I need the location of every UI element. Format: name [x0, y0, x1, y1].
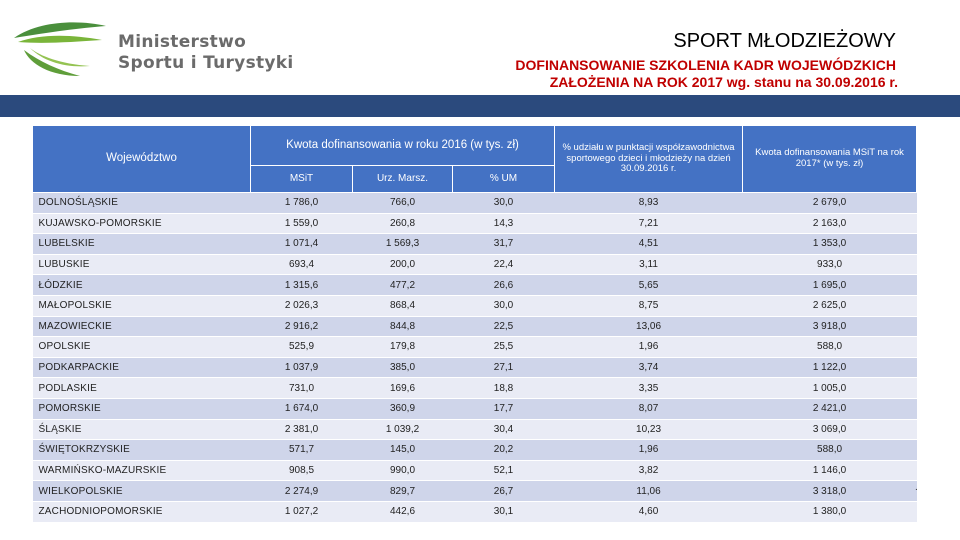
- cell-plan-2017: 933,0: [743, 254, 917, 275]
- cell-region: OPOLSKIE: [33, 337, 251, 358]
- cell-plan-2017: 2 625,0: [743, 295, 917, 316]
- header-funding-2016: Kwota dofinansowania w roku 2016 (w tys. zł): [251, 126, 555, 166]
- header-band: [0, 95, 960, 117]
- cell-msit: 693,4: [251, 254, 353, 275]
- cell-plan-2017: 2 421,0: [743, 398, 917, 419]
- cell-plan-2017: 3 918,0: [743, 316, 917, 337]
- cell-msit: 1 315,6: [251, 275, 353, 296]
- cell-region: WIELKOPOLSKIE: [33, 481, 251, 502]
- cell-msit: 1 674,0: [251, 398, 353, 419]
- cell-msit: 2 381,0: [251, 419, 353, 440]
- cell-pct-um: 20,2: [453, 440, 555, 461]
- ministry-emblem-icon: [10, 20, 110, 80]
- cell-region: DOLNOŚLĄSKIE: [33, 193, 251, 214]
- cell-region: LUBELSKIE: [33, 234, 251, 255]
- cell-msit: 2 026,3: [251, 295, 353, 316]
- table-row: [33, 254, 917, 275]
- cell-msit: 1 786,0: [251, 193, 353, 214]
- cell-marsz: 829,7: [353, 481, 453, 502]
- cell-share: 5,65: [555, 275, 743, 296]
- ministry-logo: [10, 20, 294, 80]
- cell-plan-2017: 2 679,0: [743, 193, 917, 214]
- cell-share: 3,74: [555, 357, 743, 378]
- cell-share: 1,96: [555, 337, 743, 358]
- cell-marsz: 1 569,3: [353, 234, 453, 255]
- page-subtitle-1: DOFINANSOWANIE SZKOLENIA KADR WOJEWÓDZKICH: [515, 57, 896, 73]
- cell-pct-um: 27,1: [453, 357, 555, 378]
- header-plan-2017: Kwota dofinansowania MSiT na rok 2017* (w tys. zł): [743, 126, 917, 193]
- cell-region: WARMIŃSKO-MAZURSKIE: [33, 460, 251, 481]
- page-subtitle-2: ZAŁOŻENIA NA ROK 2017 wg. stanu na 30.09.2016 r.: [549, 74, 898, 90]
- cell-pct-um: 52,1: [453, 460, 555, 481]
- cell-region: MAŁOPOLSKIE: [33, 295, 251, 316]
- cell-msit: 1 071,4: [251, 234, 353, 255]
- left-margin: [0, 117, 28, 540]
- cell-msit: 525,9: [251, 337, 353, 358]
- cell-share: 11,06: [555, 481, 743, 502]
- cell-share: 13,06: [555, 316, 743, 337]
- cell-msit: 1 559,0: [251, 213, 353, 234]
- cell-msit: 2 274,9: [251, 481, 353, 502]
- cell-plan-2017: 588,0: [743, 440, 917, 461]
- cell-marsz: 442,6: [353, 501, 453, 521]
- cell-marsz: 145,0: [353, 440, 453, 461]
- table-row: [33, 193, 917, 214]
- cell-plan-2017: 588,0: [743, 337, 917, 358]
- table-row: [33, 316, 917, 337]
- cell-region: ŚWIĘTOKRZYSKIE: [33, 440, 251, 461]
- cell-region: ZACHODNIOPOMORSKIE: [33, 501, 251, 521]
- cell-plan-2017: 3 318,0: [743, 481, 917, 502]
- page-title: SPORT MŁODZIEŻOWY: [673, 30, 896, 52]
- table-row: [33, 501, 917, 521]
- table-row: [33, 481, 917, 502]
- cell-share: 7,21: [555, 213, 743, 234]
- cell-marsz: 844,8: [353, 316, 453, 337]
- cell-region: ŚLĄSKIE: [33, 419, 251, 440]
- cell-plan-2017: 1 695,0: [743, 275, 917, 296]
- table-row: [33, 357, 917, 378]
- header-pct-um: % UM: [453, 166, 555, 193]
- cell-share: 4,60: [555, 501, 743, 521]
- cell-msit: 908,5: [251, 460, 353, 481]
- cell-share: 8,75: [555, 295, 743, 316]
- cell-pct-um: 18,8: [453, 378, 555, 399]
- cell-share: 3,82: [555, 460, 743, 481]
- cell-share: 1,96: [555, 440, 743, 461]
- cell-share: 8,93: [555, 193, 743, 214]
- cell-pct-um: 14,3: [453, 213, 555, 234]
- cell-share: 8,07: [555, 398, 743, 419]
- table-row: [33, 275, 917, 296]
- table-row: [33, 213, 917, 234]
- funding-table: [32, 125, 917, 522]
- edge-dot: .: [915, 482, 918, 493]
- cell-region: LUBUSKIE: [33, 254, 251, 275]
- cell-plan-2017: 1 380,0: [743, 501, 917, 521]
- table-body: [33, 193, 917, 522]
- table-row: [33, 378, 917, 399]
- logo-line-1: Ministerstwo: [118, 32, 247, 52]
- cell-marsz: 990,0: [353, 460, 453, 481]
- cell-plan-2017: 2 163,0: [743, 213, 917, 234]
- table-row: [33, 460, 917, 481]
- cell-msit: 1 027,2: [251, 501, 353, 521]
- cell-marsz: 385,0: [353, 357, 453, 378]
- table-row: [33, 398, 917, 419]
- header-share: % udziału w punktacji współzawodnictwa sportowego dzieci i młodzieży na dzień 30.09.2016 r.: [555, 126, 743, 193]
- cell-region: POMORSKIE: [33, 398, 251, 419]
- cell-share: 4,51: [555, 234, 743, 255]
- cell-marsz: 169,6: [353, 378, 453, 399]
- cell-region: KUJAWSKO-POMORSKIE: [33, 213, 251, 234]
- cell-msit: 1 037,9: [251, 357, 353, 378]
- cell-region: ŁÓDZKIE: [33, 275, 251, 296]
- logo-line-2: Sportu i Turystyki: [118, 53, 294, 73]
- table-row: [33, 440, 917, 461]
- table-row: [33, 234, 917, 255]
- cell-share: 3,11: [555, 254, 743, 275]
- cell-marsz: 766,0: [353, 193, 453, 214]
- cell-pct-um: 22,4: [453, 254, 555, 275]
- cell-region: MAZOWIECKIE: [33, 316, 251, 337]
- cell-marsz: 260,8: [353, 213, 453, 234]
- cell-marsz: 200,0: [353, 254, 453, 275]
- cell-marsz: 477,2: [353, 275, 453, 296]
- header-msit: MSiT: [251, 166, 353, 193]
- table-row: [33, 419, 917, 440]
- cell-pct-um: 26,7: [453, 481, 555, 502]
- cell-pct-um: 17,7: [453, 398, 555, 419]
- cell-pct-um: 30,1: [453, 501, 555, 521]
- cell-pct-um: 25,5: [453, 337, 555, 358]
- cell-pct-um: 22,5: [453, 316, 555, 337]
- cell-marsz: 179,8: [353, 337, 453, 358]
- cell-marsz: 868,4: [353, 295, 453, 316]
- header-region: Województwo: [33, 126, 251, 193]
- cell-msit: 571,7: [251, 440, 353, 461]
- cell-region: PODLASKIE: [33, 378, 251, 399]
- cell-pct-um: 30,0: [453, 295, 555, 316]
- cell-pct-um: 31,7: [453, 234, 555, 255]
- cell-pct-um: 30,4: [453, 419, 555, 440]
- table-row: [33, 337, 917, 358]
- cell-plan-2017: 1 146,0: [743, 460, 917, 481]
- cell-msit: 731,0: [251, 378, 353, 399]
- cell-share: 10,23: [555, 419, 743, 440]
- cell-plan-2017: 3 069,0: [743, 419, 917, 440]
- cell-marsz: 360,9: [353, 398, 453, 419]
- cell-msit: 2 916,2: [251, 316, 353, 337]
- cell-share: 3,35: [555, 378, 743, 399]
- header-marsz: Urz. Marsz.: [353, 166, 453, 193]
- cell-region: PODKARPACKIE: [33, 357, 251, 378]
- cell-pct-um: 30,0: [453, 193, 555, 214]
- cell-plan-2017: 1 005,0: [743, 378, 917, 399]
- cell-marsz: 1 039,2: [353, 419, 453, 440]
- table-row: [33, 295, 917, 316]
- cell-plan-2017: 1 122,0: [743, 357, 917, 378]
- cell-plan-2017: 1 353,0: [743, 234, 917, 255]
- cell-pct-um: 26,6: [453, 275, 555, 296]
